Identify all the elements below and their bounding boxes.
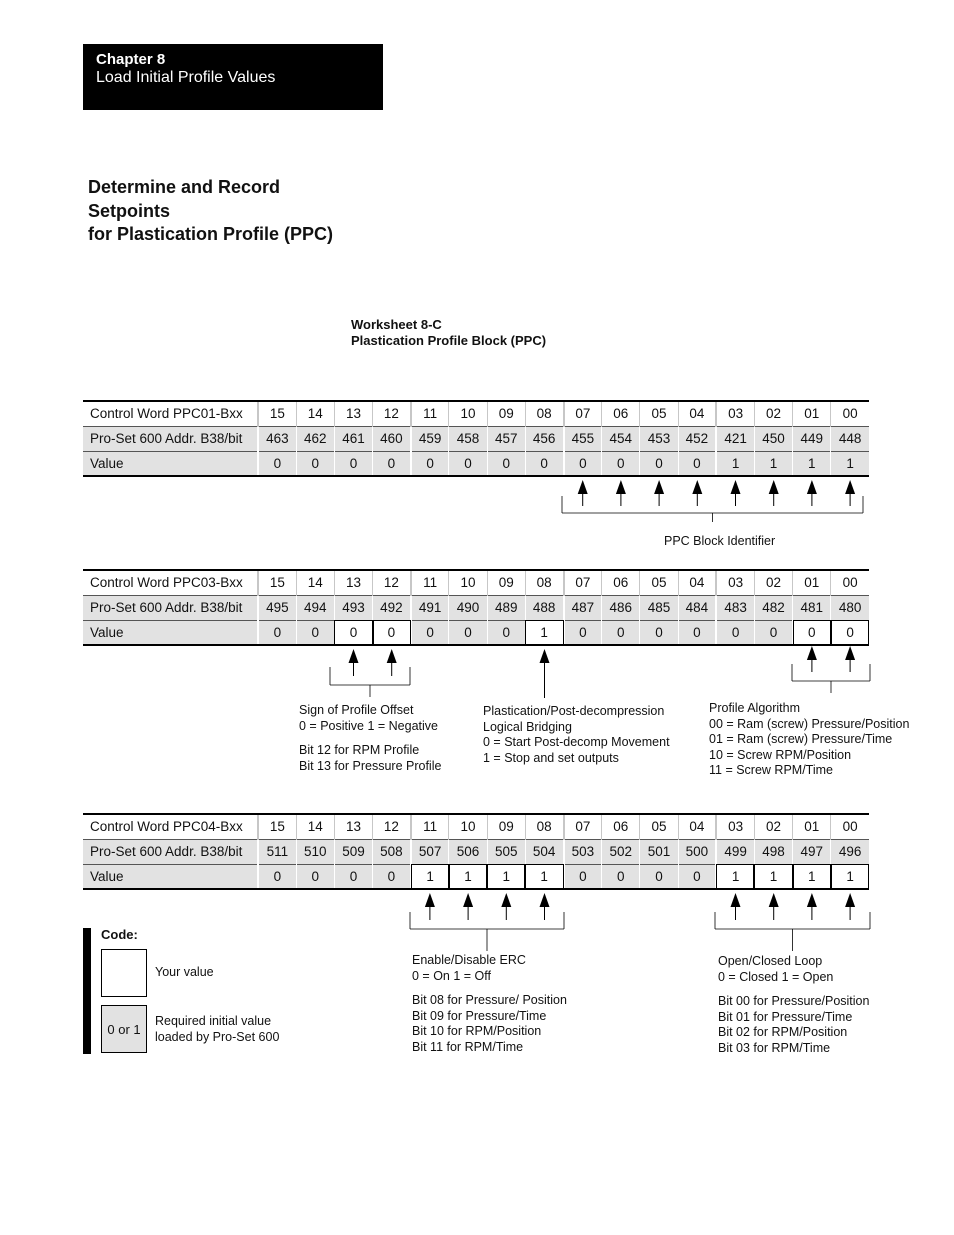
address-cell: 511 [258, 839, 296, 864]
bit-number-cell: 00 [831, 814, 869, 839]
bit-number-cell: 12 [373, 570, 411, 595]
required-value-line: loaded by Pro-Set 600 [155, 1029, 280, 1044]
address-cell: 505 [487, 839, 525, 864]
arrow-head-icon [463, 893, 473, 907]
address-cell: 450 [754, 426, 792, 451]
value-cell: 0 [602, 864, 640, 889]
arrow-head-icon [731, 893, 741, 907]
ppc-block-identifier-label: PPC Block Identifier [664, 534, 776, 548]
plastication-note [483, 704, 670, 766]
note-line: Bit 08 for Pressure/ Position [412, 993, 567, 1007]
address-cell: 452 [678, 426, 716, 451]
address-cell: 461 [334, 426, 372, 451]
address-cell: 495 [258, 595, 296, 620]
bit-number-row [83, 814, 869, 839]
arrow-head-icon [845, 893, 855, 907]
value-cell: 0 [678, 620, 716, 645]
address-cell: 492 [373, 595, 411, 620]
address-cell: 497 [793, 839, 831, 864]
value-cell: 0 [602, 620, 640, 645]
value-row [83, 451, 869, 476]
value-cell: 0 [640, 620, 678, 645]
address-cell: 503 [564, 839, 602, 864]
arrow-head-icon [845, 646, 855, 660]
value-cell: 0 [258, 864, 296, 889]
section-title [88, 176, 368, 247]
value-cell: 0 [754, 620, 792, 645]
value-input-cell[interactable]: 1 [525, 864, 563, 889]
arrow-head-icon [807, 893, 817, 907]
value-cell: 0 [411, 620, 449, 645]
note-line: 0 = On 1 = Off [412, 968, 491, 983]
note-line: 10 = Screw RPM/Position [709, 747, 852, 762]
value-input-cell[interactable]: 1 [831, 864, 869, 889]
value-input-cell[interactable]: 0 [793, 620, 831, 645]
row-label: Pro-Set 600 Addr. B38/bit [83, 839, 258, 864]
address-cell: 500 [678, 839, 716, 864]
arrow-head-icon [578, 480, 588, 494]
bit-number-cell: 07 [564, 570, 602, 595]
address-cell: 506 [449, 839, 487, 864]
bit-number-cell: 03 [716, 814, 754, 839]
value-cell: 0 [716, 620, 754, 645]
address-row [83, 839, 869, 864]
section-title-line: Determine and Record [88, 177, 281, 197]
bit-number-cell: 06 [602, 814, 640, 839]
control-word-table [83, 400, 869, 477]
value-cell: 0 [258, 620, 296, 645]
value-cell: 0 [449, 620, 487, 645]
bit-number-cell: 01 [793, 570, 831, 595]
address-cell: 488 [525, 595, 563, 620]
address-cell: 448 [831, 426, 869, 451]
value-input-cell[interactable]: 1 [449, 864, 487, 889]
bit-number-cell: 05 [640, 814, 678, 839]
address-cell: 483 [716, 595, 754, 620]
required-value-label [155, 1014, 279, 1045]
address-cell: 501 [640, 839, 678, 864]
value-cell: 0 [334, 864, 372, 889]
value-cell: 0 [373, 451, 411, 476]
address-cell: 485 [640, 595, 678, 620]
note-title: Enable/Disable ERC [412, 953, 526, 967]
arrow-head-icon [387, 649, 397, 663]
bit-number-cell: 03 [716, 570, 754, 595]
bit-number-cell: 08 [525, 401, 563, 426]
loop-note [718, 954, 869, 1056]
note-line: Bit 00 for Pressure/Position [718, 994, 870, 1008]
address-cell: 459 [411, 426, 449, 451]
bit-number-cell: 02 [754, 570, 792, 595]
value-input-cell[interactable]: 1 [793, 864, 831, 889]
note-line: Bit 03 for RPM/Time [718, 1040, 831, 1055]
value-cell: 0 [678, 864, 716, 889]
address-cell: 421 [716, 426, 754, 451]
note-title: Sign of Profile Offset [299, 703, 414, 717]
value-cell: 0 [640, 864, 678, 889]
value-input-cell[interactable]: 1 [487, 864, 525, 889]
address-cell: 457 [487, 426, 525, 451]
bit-number-cell: 13 [334, 570, 372, 595]
erc-note [412, 953, 567, 1055]
arrow-head-icon [731, 480, 741, 494]
value-cell: 1 [831, 451, 869, 476]
address-row [83, 595, 869, 620]
note-line: Bit 10 for RPM/Position [412, 1024, 542, 1038]
bit-number-cell: 10 [449, 401, 487, 426]
arrow-head-icon [501, 893, 511, 907]
note-line: 00 = Ram (screw) Pressure/Position [709, 716, 910, 731]
row-label: Control Word PPC03-Bxx [83, 570, 258, 595]
address-cell: 460 [373, 426, 411, 451]
bit-number-cell: 04 [678, 401, 716, 426]
your-value-swatch [101, 949, 147, 997]
required-value-swatch-text: 0 or 1 [107, 1021, 141, 1037]
bit-number-cell: 01 [793, 401, 831, 426]
value-input-cell[interactable]: 1 [411, 864, 449, 889]
note-line: Logical Bridging [483, 719, 572, 734]
arrow-head-icon [540, 893, 550, 907]
bit-number-cell: 09 [487, 814, 525, 839]
address-row [83, 426, 869, 451]
bit-number-cell: 13 [334, 401, 372, 426]
required-value-swatch [101, 1005, 147, 1053]
bit-number-cell: 11 [411, 570, 449, 595]
value-cell: 1 [793, 451, 831, 476]
bit-number-cell: 11 [411, 814, 449, 839]
value-cell: 0 [334, 451, 372, 476]
bit-number-cell: 05 [640, 570, 678, 595]
address-cell: 453 [640, 426, 678, 451]
address-cell: 494 [296, 595, 334, 620]
your-value-label: Your value [155, 965, 214, 979]
bit-number-cell: 12 [373, 814, 411, 839]
note-line: 0 = Start Post-decomp Movement [483, 735, 670, 749]
value-cell: 0 [564, 864, 602, 889]
bit-number-cell: 10 [449, 814, 487, 839]
note-line: Bit 01 for Pressure/Time [718, 1009, 853, 1024]
value-cell: 0 [602, 451, 640, 476]
value-input-cell[interactable]: 0 [831, 620, 869, 645]
arrow-head-icon [769, 893, 779, 907]
control-word-table [83, 569, 869, 646]
value-cell: 0 [564, 451, 602, 476]
section-title-line: Setpoints [88, 200, 171, 221]
address-cell: 480 [831, 595, 869, 620]
value-input-cell[interactable]: 1 [525, 620, 563, 645]
bit-number-cell: 02 [754, 401, 792, 426]
address-cell: 449 [793, 426, 831, 451]
bit-number-cell: 14 [296, 570, 334, 595]
bit-number-cell: 07 [564, 814, 602, 839]
bit-number-cell: 06 [602, 401, 640, 426]
code-legend-bar [83, 928, 91, 1054]
address-cell: 455 [564, 426, 602, 451]
bit-number-cell: 15 [258, 814, 296, 839]
value-input-cell[interactable]: 1 [754, 864, 792, 889]
bit-number-cell: 10 [449, 570, 487, 595]
arrow-head-icon [807, 480, 817, 494]
value-cell: 0 [296, 451, 334, 476]
address-cell: 498 [754, 839, 792, 864]
bit-number-cell: 08 [525, 814, 563, 839]
row-label: Value [83, 620, 258, 645]
arrow-head-icon [845, 480, 855, 494]
profile-algorithm-note [709, 701, 909, 779]
address-cell: 456 [525, 426, 563, 451]
address-cell: 458 [449, 426, 487, 451]
arrow-head-icon [425, 893, 435, 907]
address-cell: 508 [373, 839, 411, 864]
note-line: 0 = Positive 1 = Negative [299, 718, 438, 733]
note-title: Open/Closed Loop [718, 954, 823, 968]
value-cell: 1 [716, 451, 754, 476]
chapter-header [83, 44, 383, 110]
note-line: 11 = Screw RPM/Time [709, 763, 833, 777]
arrow-head-icon [540, 649, 550, 663]
address-cell: 454 [602, 426, 640, 451]
note-line: Bit 13 for Pressure Profile [299, 758, 442, 773]
bit-number-cell: 14 [296, 401, 334, 426]
note-line: Bit 12 for RPM Profile [299, 743, 420, 757]
address-cell: 496 [831, 839, 869, 864]
value-cell: 0 [296, 620, 334, 645]
section-title-line: for Plastication Profile (PPC) [88, 224, 334, 244]
bit-number-cell: 11 [411, 401, 449, 426]
bit-number-cell: 01 [793, 814, 831, 839]
address-cell: 507 [411, 839, 449, 864]
bit-number-cell: 03 [716, 401, 754, 426]
chapter-subtitle: Load Initial Profile Values [96, 69, 276, 86]
note-line: 1 = Stop and set outputs [483, 750, 619, 765]
value-row [83, 620, 869, 645]
value-cell: 0 [296, 864, 334, 889]
arrow-head-icon [692, 480, 702, 494]
bit-number-cell: 09 [487, 570, 525, 595]
address-cell: 482 [754, 595, 792, 620]
value-input-cell[interactable]: 0 [334, 620, 372, 645]
address-cell: 481 [793, 595, 831, 620]
value-cell: 0 [487, 620, 525, 645]
arrow-head-icon [807, 646, 817, 660]
address-cell: 484 [678, 595, 716, 620]
value-cell: 0 [525, 451, 563, 476]
bit-number-cell: 15 [258, 401, 296, 426]
row-label: Value [83, 451, 258, 476]
arrow-head-icon [616, 480, 626, 494]
bit-number-cell: 12 [373, 401, 411, 426]
address-cell: 499 [716, 839, 754, 864]
row-label: Control Word PPC01-Bxx [83, 401, 258, 426]
bit-number-cell: 00 [831, 401, 869, 426]
value-cell: 0 [373, 864, 411, 889]
required-value-line: Required initial value [155, 1014, 272, 1028]
bit-number-cell: 07 [564, 401, 602, 426]
value-cell: 0 [449, 451, 487, 476]
row-label: Pro-Set 600 Addr. B38/bit [83, 426, 258, 451]
address-cell: 487 [564, 595, 602, 620]
bit-number-row [83, 570, 869, 595]
value-input-cell[interactable]: 1 [716, 864, 754, 889]
value-cell: 0 [258, 451, 296, 476]
value-input-cell[interactable]: 0 [373, 620, 411, 645]
value-cell: 1 [754, 451, 792, 476]
address-cell: 493 [334, 595, 372, 620]
bit-number-cell: 04 [678, 814, 716, 839]
worksheet-title [351, 317, 546, 348]
note-line: 0 = Closed 1 = Open [718, 969, 834, 984]
note-line: Bit 09 for Pressure/Time [412, 1008, 547, 1023]
value-cell: 0 [678, 451, 716, 476]
address-cell: 462 [296, 426, 334, 451]
address-cell: 489 [487, 595, 525, 620]
chapter-number: Chapter 8 [96, 51, 166, 68]
bit-number-cell: 04 [678, 570, 716, 595]
note-line: Bit 02 for RPM/Position [718, 1025, 848, 1039]
address-cell: 463 [258, 426, 296, 451]
bit-number-row [83, 401, 869, 426]
bit-number-cell: 06 [602, 570, 640, 595]
note-title: Profile Algorithm [709, 701, 801, 715]
row-label: Control Word PPC04-Bxx [83, 814, 258, 839]
address-cell: 486 [602, 595, 640, 620]
worksheet-number: Worksheet 8-C [351, 317, 442, 332]
arrow-head-icon [654, 480, 664, 494]
value-cell: 0 [640, 451, 678, 476]
value-cell: 0 [487, 451, 525, 476]
value-cell: 0 [411, 451, 449, 476]
address-cell: 509 [334, 839, 372, 864]
bit-number-cell: 00 [831, 570, 869, 595]
arrow-head-icon [769, 480, 779, 494]
bit-number-cell: 14 [296, 814, 334, 839]
note-line: 01 = Ram (screw) Pressure/Time [709, 732, 893, 746]
address-cell: 504 [525, 839, 563, 864]
bit-number-cell: 15 [258, 570, 296, 595]
code-legend-title: Code: [101, 927, 138, 942]
sign-offset-note [299, 703, 441, 774]
value-row [83, 864, 869, 889]
note-title: Plastication/Post-decompression [483, 704, 665, 718]
address-cell: 490 [449, 595, 487, 620]
bit-number-cell: 13 [334, 814, 372, 839]
row-label: Value [83, 864, 258, 889]
value-cell: 0 [564, 620, 602, 645]
row-label: Pro-Set 600 Addr. B38/bit [83, 595, 258, 620]
arrow-head-icon [349, 649, 359, 663]
worksheet-name: Plastication Profile Block (PPC) [351, 332, 547, 348]
address-cell: 491 [411, 595, 449, 620]
address-cell: 510 [296, 839, 334, 864]
bit-number-cell: 02 [754, 814, 792, 839]
bit-number-cell: 08 [525, 570, 563, 595]
bit-number-cell: 05 [640, 401, 678, 426]
note-line: Bit 11 for RPM/Time [412, 1039, 524, 1054]
bit-number-cell: 09 [487, 401, 525, 426]
control-word-table [83, 813, 869, 890]
address-cell: 502 [602, 839, 640, 864]
